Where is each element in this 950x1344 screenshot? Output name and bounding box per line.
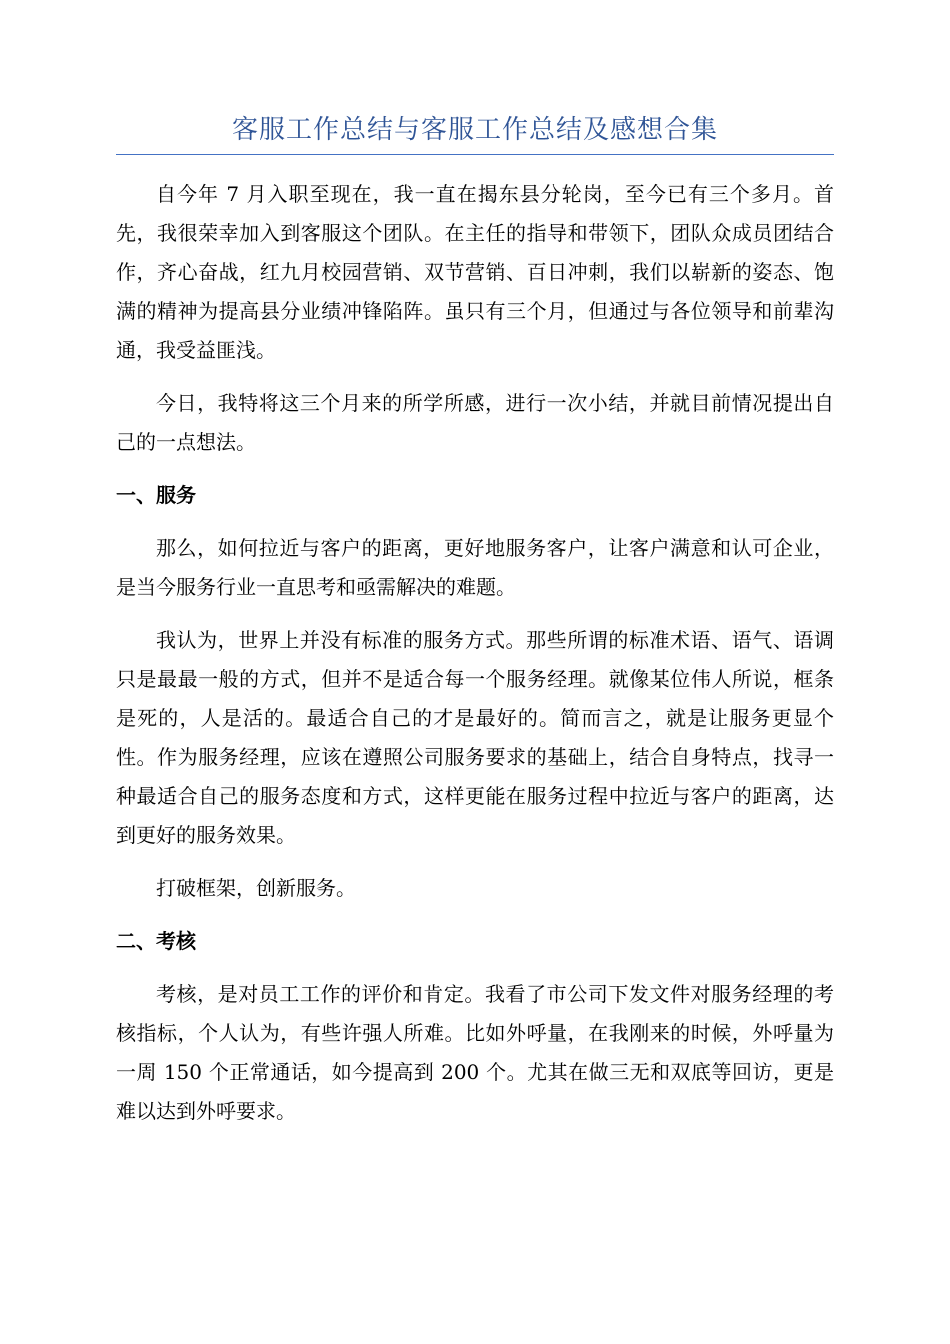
section-heading-assessment: 二、考核 [116,929,196,953]
title-underline [116,154,834,155]
paragraph-assessment: 考核，是对员工工作的评价和肯定。我看了市公司下发文件对服务经理的考核指标，个人认为，有些许强人所难。比如外呼量，在我刚来的时候，外呼量为一周 150 个正常通话，如今提高到 200 个。尤其在做三无和双底等回访，更是难以达到外呼要求。 [116,982,834,1123]
document-title: 客服工作总结与客服工作总结及感想合集 [231,115,718,145]
paragraph-service-opinion: 我认为，世界上并没有标准的服务方式。那些所谓的标准术语、语气、语调只是最最一般的方式，但并不是适合每一个服务经理。就像某位伟人所说，框条是死的，人是活的。最适合自己的才是最好的。简而言之，就是让服务更显个性。作为服务经理，应该在遵照公司服务要求的基础上，结合自身特点，找寻一种最适合自己的服务态度和方式，这样更能在服务过程中拉近与客户的距离，达到更好的服务效果。 [116,628,834,847]
paragraph-service-motto: 打破框架，创新服务。 [156,876,356,900]
section-heading-service: 一、服务 [116,483,196,507]
paragraph-intro: 自今年 7 月入职至现在，我一直在揭东县分轮岗，至今已有三个多月。首先，我很荣幸加入到客服这个团队。在主任的指导和带领下，团队众成员团结合作，齐心奋战，红九月校园营销、双节营销、百日冲刺，我们以崭新的姿态、饱满的精神为提高县分业绩冲锋陷阵。虽只有三个月，但通过与各位领导和前辈沟通，我受益匪浅。 [116,182,834,362]
document-page [116,112,834,1145]
paragraph-summary: 今日，我特将这三个月来的所学所感，进行一次小结，并就目前情况提出自己的一点想法。 [116,391,834,454]
paragraph-service-question: 那么，如何拉近与客户的距离，更好地服务客户，让客户满意和认可企业，是当今服务行业一直思考和亟需解决的难题。 [116,536,834,599]
